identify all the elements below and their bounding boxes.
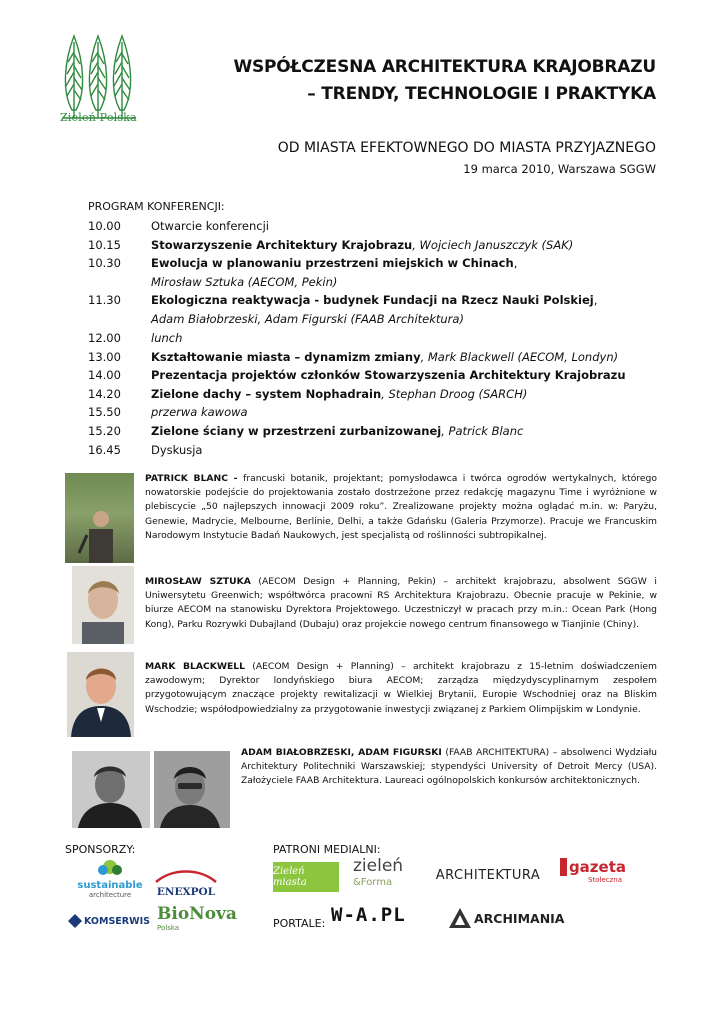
bio-miroslaw-sztuka bbox=[145, 575, 657, 632]
bio-patrick-blanc bbox=[145, 472, 657, 543]
wa-pl-logo bbox=[331, 904, 435, 930]
program-title: Prezentacja projektów członków Stowarzyszenia Architektury Krajobrazu bbox=[151, 368, 626, 382]
media-zielen: zieleń bbox=[353, 856, 404, 876]
program-item bbox=[88, 350, 618, 364]
logo-text: Zieleń Polska bbox=[60, 111, 137, 124]
enexpol-logo bbox=[152, 866, 220, 902]
program-time: 13.00 bbox=[88, 350, 121, 364]
program-time: 14.00 bbox=[88, 368, 121, 382]
program-item bbox=[88, 331, 182, 345]
program-time: 15.50 bbox=[88, 405, 121, 419]
photo-mark-blackwell bbox=[67, 652, 134, 737]
zielen-forma-logo bbox=[353, 856, 415, 892]
media-forma: &Forma bbox=[353, 877, 393, 888]
program-item bbox=[88, 424, 523, 438]
program-title: Kształtowanie miasta – dynamizm zmiany bbox=[151, 350, 421, 364]
program-title: Ewolucja w planowaniu przestrzeni miejskich w Chinach bbox=[151, 256, 514, 270]
bio-mark-blackwell bbox=[145, 660, 657, 717]
program-item bbox=[88, 238, 573, 252]
media-gazeta: gazeta bbox=[568, 858, 626, 876]
sponsor-komserwis: KOMSERWIS bbox=[84, 915, 150, 927]
program-speaker: , Stephan Droog (SARCH) bbox=[381, 387, 528, 401]
zielen-miasta-logo bbox=[273, 862, 339, 892]
photo-miroslaw-sztuka bbox=[72, 566, 134, 644]
sustainable-architecture-logo bbox=[75, 858, 145, 904]
media-patrons-label: PATRONI MEDIALNI: bbox=[273, 843, 381, 856]
architektura-logo bbox=[428, 862, 548, 888]
subtitle: OD MIASTA EFEKTOWNEGO DO MIASTA PRZYJAZNEGO bbox=[277, 140, 656, 156]
program-title: Ekologiczna reaktywacja - budynek Fundacji na Rzecz Nauki Polskiej bbox=[151, 293, 594, 307]
program-time: 10.00 bbox=[88, 219, 121, 233]
komserwis-logo bbox=[68, 911, 152, 931]
program-speaker: , Wojciech Januszczyk (SAK) bbox=[412, 238, 574, 252]
program-text: Dyskusja bbox=[151, 443, 203, 457]
program-item bbox=[88, 443, 202, 457]
program-item bbox=[88, 219, 269, 233]
program-time: 10.15 bbox=[88, 238, 121, 252]
bio-text: (AECOM Design + Planning, Pekin) – architekt krajobrazu, absolwent SGGW i Uniwersytetu Greenwich; współtwórca pracowni RS Architektura Krajobrazu. Obecnie pracuje w Pekinie, w biurze AECOM na stanowisku Dyrektora Projektowego. Uczestniczył w pracach przy m.in.: Ocean Park (Hong Kong), Parku Rozrywki Dubajland (Dubaju) oraz projekcie nowego centrum finansowego w Tianjinie (Chiny). bbox=[145, 576, 657, 630]
bio-bialobrzeski-figurski bbox=[241, 746, 657, 789]
bio-name: MIROSŁAW SZTUKA bbox=[145, 576, 251, 587]
program-time: 14.20 bbox=[88, 387, 121, 401]
photo-patrick-blanc bbox=[65, 473, 134, 563]
sponsor-sustainable: sustainable bbox=[77, 880, 143, 891]
program-heading: PROGRAM KONFERENCJI: bbox=[88, 200, 225, 213]
sponsor-architecture: architecture bbox=[88, 891, 132, 899]
program-time: 11.30 bbox=[88, 293, 121, 307]
program-time: 15.20 bbox=[88, 424, 121, 438]
program-speaker: lunch bbox=[151, 331, 183, 345]
program-item bbox=[88, 405, 248, 419]
media-zielen-miasta: Zieleń miasta bbox=[273, 866, 307, 888]
program-speaker: , Patrick Blanc bbox=[441, 424, 524, 438]
program-speaker: , Mark Blackwell (AECOM, Londyn) bbox=[420, 350, 619, 364]
bio-text: (AECOM Design + Planning) – architekt krajobrazu z 15-letnim doświadczeniem zawodowym; Dyrektor londyńskiego biura AECOM; zarządza międzydyscyplinarnym zespołem przygotowującym znaczące projekty rewitalizacji w Wielkiej Brytanii, Europie Wschodniej oraz na Bliskim Wschodzie; współodpowiedzialny za przygotowanie inwestycji związanej z Parkiem Olimpijskim w Londynie. bbox=[145, 661, 657, 715]
title-line-1: WSPÓŁCZESNA ARCHITEKTURA KRAJOBRAZU bbox=[233, 57, 656, 77]
program-text: Otwarcie konferencji bbox=[151, 219, 269, 233]
program-speaker-continued: Mirosław Sztuka (AECOM, Pekin) bbox=[151, 275, 338, 289]
sponsor-bionova-polska: Polska bbox=[157, 924, 180, 932]
bio-text: francuski botanik, projektant; pomysłodawca i twórca ogrodów wertykalnych, którego nowatorskie podejście do projektowania zostało dostrzeżone przez redakcję magazynu Time i wyróżnione w plebiscycie „50 najlepszych innowacji 2009 roku”. Zrealizowane projekty można oglądać m.in. w: Paryżu, Genewie, Madrycie, Melbourne, Berlinie, Delhi, a także Gdańsku (Galeria Przymorze). Pracuje we Francuskim Narodowym Instytucie Badań Naukowych, jest specjalistą od roślinności subtropikalnej. bbox=[145, 473, 657, 541]
gazeta-stoleczna-logo bbox=[560, 858, 626, 892]
sponsor-bionova: BioNova bbox=[157, 904, 237, 924]
photo-adam-bialobrzeski bbox=[72, 751, 150, 828]
portal-wa-pl: W-A.PL bbox=[331, 904, 406, 926]
portals-label: PORTALE: bbox=[273, 917, 326, 930]
sponsors-label: SPONSORZY: bbox=[65, 843, 136, 856]
bio-name: MARK BLACKWELL bbox=[145, 661, 245, 672]
program-time: 12.00 bbox=[88, 331, 121, 345]
bio-name: PATRICK BLANC - bbox=[145, 473, 244, 484]
bio-name: ADAM BIAŁOBRZESKI, ADAM FIGURSKI bbox=[241, 747, 442, 758]
portal-archimania: ARCHIMANIA bbox=[474, 910, 565, 926]
program-title: Stowarzyszenie Architektury Krajobrazu bbox=[151, 238, 413, 252]
media-architektura: ARCHITEKTURA bbox=[435, 867, 541, 883]
bio-text: (FAAB ARCHITEKTURA) – absolwenci Wydziału Architektury Politechniki Warszawskiej; stypendyści University of Detroit Mercy (USA). Założyciele FAAB Architektura. Laureaci ogólnopolskich konkursów architektonicznych. bbox=[241, 747, 658, 787]
program-time: 16.45 bbox=[88, 443, 121, 457]
program-item bbox=[88, 256, 517, 270]
bionova-logo bbox=[157, 904, 237, 938]
program-item bbox=[88, 387, 527, 401]
program-item bbox=[88, 368, 626, 382]
date-place: 19 marca 2010, Warszawa SGGW bbox=[463, 162, 656, 176]
program-item bbox=[88, 293, 597, 307]
program-title: Zielone dachy – system Nophadrain bbox=[151, 387, 382, 401]
program-text: , bbox=[513, 256, 518, 270]
program-speaker-continued: Adam Białobrzeski, Adam Figurski (FAAB Architektura) bbox=[151, 312, 464, 326]
program-title: Zielone ściany w przestrzeni zurbanizowanej bbox=[151, 424, 442, 438]
photo-adam-figurski bbox=[154, 751, 230, 828]
sponsor-enexpol: ENEXPOL bbox=[156, 886, 216, 898]
media-stoleczna: Stołeczna bbox=[587, 876, 622, 884]
title-line-2: – TRENDY, TECHNOLOGIE I PRAKTYKA bbox=[307, 84, 656, 104]
archimania-logo bbox=[449, 905, 574, 931]
program-speaker: przerwa kawowa bbox=[151, 405, 248, 419]
program-text: , bbox=[593, 293, 598, 307]
program-time: 10.30 bbox=[88, 256, 121, 270]
